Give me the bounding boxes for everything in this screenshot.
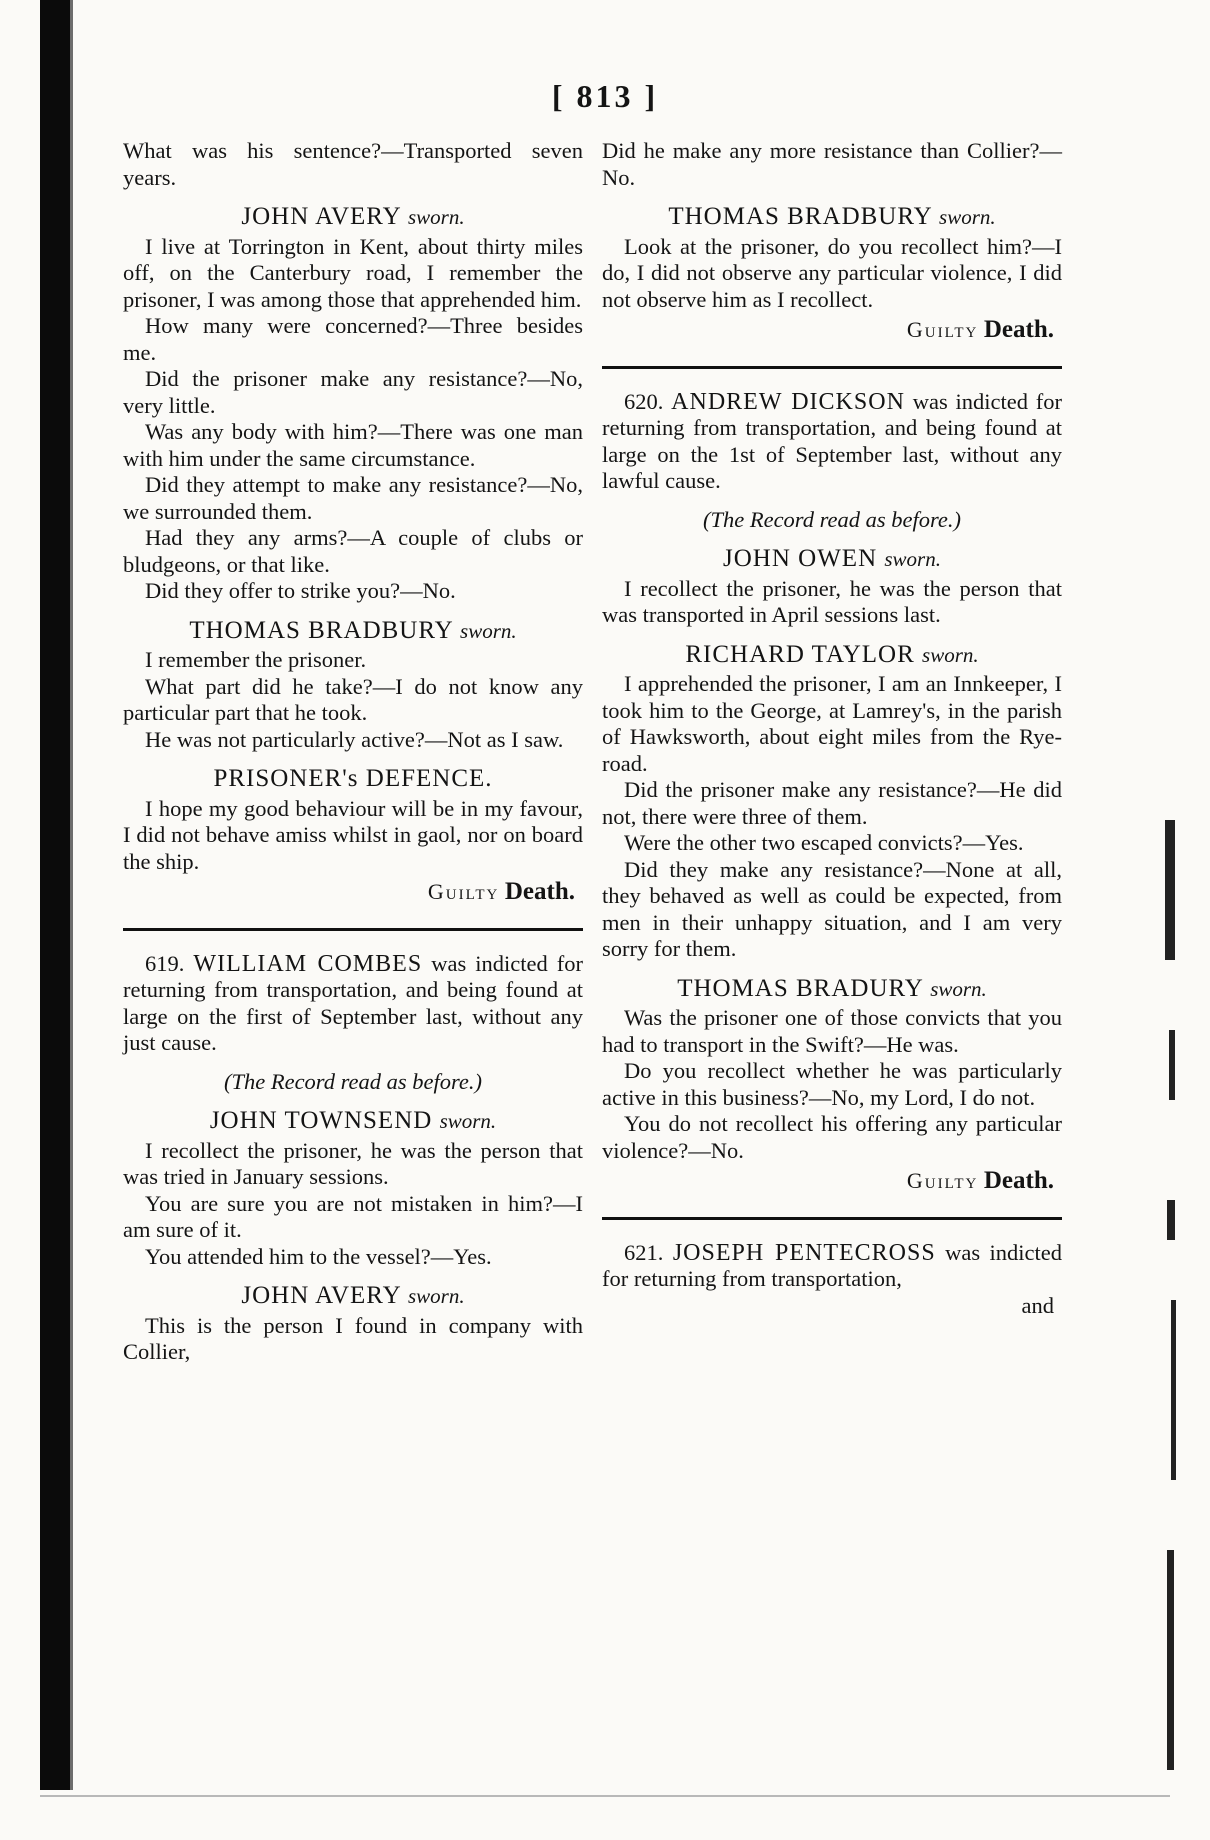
witness-name: JOHN AVERY: [241, 203, 401, 230]
defendant-name: WILLIAM COMBES: [193, 950, 423, 977]
testimony-paragraph: You attended him to the vessel?—Yes.: [145, 1243, 492, 1269]
verdict-sentence: Death.: [983, 316, 1054, 343]
left-column: [123, 138, 583, 1366]
witness-oath: sworn.: [460, 618, 517, 643]
testimony-paragraph: How many were concerned?—Three besides me.: [123, 313, 583, 365]
verdict-label: Guilty: [427, 879, 500, 904]
testimony-paragraph: Did he make any more resistance than Collier?—No.: [602, 138, 1062, 190]
witness-oath: sworn.: [439, 1109, 497, 1133]
testimony-paragraph: Did the prisoner make any resistance?—No, very little.: [123, 366, 583, 418]
case-divider: [602, 1217, 1062, 1220]
witness-heading: [123, 1108, 583, 1135]
testimony-paragraph: Had they any arms?—A couple of clubs or bludgeons, or that like.: [123, 525, 583, 577]
testimony-paragraph: I live at Torrington in Kent, about thirty miles off, on the Canterbury road, I remember the prisoner, I was among those that apprehended him.: [123, 233, 583, 312]
case-divider: [602, 366, 1062, 369]
witness-oath: sworn.: [884, 547, 941, 571]
witness-oath: sworn.: [930, 976, 987, 1001]
right-column: [602, 138, 1062, 1319]
case-number: 619.: [145, 950, 185, 976]
testimony-paragraph: I recollect the prisoner, he was the person that was transported in April sessions last.: [602, 575, 1062, 627]
testimony-paragraph: I apprehended the prisoner, I am an Innkeeper, I took him to the George, at Lamrey's, in the parish of Hawksworth, about eight miles from the Rye-road.: [602, 671, 1062, 776]
verdict-label: Guilty: [906, 317, 979, 342]
witness-heading: [602, 204, 1062, 231]
record-note: (The Record read as before.): [702, 506, 962, 532]
defendant-name: JOSEPH PENTECROSS: [672, 1239, 936, 1266]
catchword: and: [1021, 1292, 1054, 1318]
testimony-paragraph: I recollect the prisoner, he was the person that was tried in January sessions.: [123, 1137, 583, 1189]
witness-heading: [123, 1283, 583, 1310]
page-number: [ 813 ]: [551, 78, 659, 114]
witness-heading: [123, 618, 583, 645]
testimony-paragraph: Did they offer to strike you?—No.: [145, 578, 456, 603]
right-margin-bleed-marks: [1155, 300, 1185, 1780]
testimony-paragraph: I remember the prisoner.: [145, 647, 367, 672]
witness-name: JOHN TOWNSEND: [209, 1107, 433, 1134]
case-entry: [602, 1240, 1062, 1293]
testimony-paragraph: You are sure you are not mistaken in him?—I am sure of it.: [123, 1190, 583, 1242]
testimony-paragraph: Look at the prisoner, do you recollect him?—I do, I did not observe any particular violence, I did not observe him as I recollect.: [602, 233, 1062, 312]
binding-edge: [70, 0, 73, 1790]
testimony-paragraph: Was the prisoner one of those convicts that you had to transport in the Swift?—He was.: [602, 1005, 1062, 1057]
case-number: 621.: [624, 1239, 664, 1265]
testimony-paragraph: What was his sentence?—Transported seven years.: [123, 138, 583, 190]
case-entry: [602, 389, 1062, 495]
witness-name: THOMAS BRADURY: [677, 974, 923, 1002]
page-bottom-edge: [40, 1795, 1170, 1797]
testimony-paragraph: Was any body with him?—There was one man with him under the same circumstance.: [123, 419, 583, 471]
testimony-paragraph: You do not recollect his offering any particular violence?—No.: [602, 1111, 1062, 1163]
verdict-sentence: Death.: [983, 1167, 1054, 1194]
record-note: (The Record read as before.): [223, 1068, 483, 1094]
binding-spine-shadow: [40, 0, 70, 1790]
witness-name: JOHN OWEN: [723, 545, 878, 572]
testimony-paragraph: Do you recollect whether he was particularly active in this business?—No, my Lord, I do not.: [602, 1058, 1062, 1110]
verdict-line: [602, 317, 1054, 344]
verdict-label: Guilty: [906, 1168, 979, 1193]
testimony-paragraph: Did they attempt to make any resistance?—No, we surrounded them.: [123, 472, 583, 524]
witness-oath: sworn.: [407, 205, 465, 229]
witness-name: THOMAS BRADBURY: [668, 203, 932, 230]
testimony-paragraph: Were the other two escaped convicts?—Yes.: [624, 830, 1024, 855]
case-charge: was indicted for returning from transportation, and being found at large on the first of September last, without any just cause.: [123, 950, 584, 1055]
case-number: 620.: [624, 388, 664, 414]
case-entry: [123, 951, 583, 1057]
witness-name: THOMAS BRADBURY: [189, 616, 453, 644]
case-charge: was indicted for returning from transportation, and being found at large on the 1st of September last, without any lawful cause.: [602, 388, 1062, 493]
testimony-paragraph: Did they make any resistance?—None at all, they behaved as well as could be expected, from men in their unhappy situation, and I am very sorry for them.: [602, 856, 1062, 961]
witness-heading: [602, 546, 1062, 573]
witness-oath: sworn.: [922, 642, 979, 667]
witness-oath: sworn.: [939, 205, 996, 229]
verdict-line: [123, 879, 575, 906]
testimony-paragraph: What part did he take?—I do not know any particular part that he took.: [123, 673, 583, 725]
witness-heading: [602, 642, 1062, 669]
testimony-paragraph: This is the person I found in company with Collier,: [123, 1312, 583, 1364]
testimony-paragraph: Did the prisoner make any resistance?—He did not, there were three of them.: [602, 777, 1062, 829]
witness-heading: [602, 976, 1062, 1003]
verdict-line: [602, 1168, 1054, 1195]
witness-name: JOHN AVERY: [241, 1282, 401, 1309]
testimony-paragraph: He was not particularly active?—Not as I saw.: [145, 726, 564, 752]
witness-heading: [123, 204, 583, 231]
witness-name: RICHARD TAYLOR: [685, 640, 915, 668]
defendant-name: ANDREW DICKSON: [671, 388, 905, 415]
case-divider: [123, 928, 583, 931]
witness-oath: sworn.: [407, 1284, 465, 1308]
section-heading: PRISONER's DEFENCE.: [213, 765, 493, 792]
case-charge: was indicted for returning from transportation,: [602, 1239, 1063, 1291]
testimony-paragraph: I hope my good behaviour will be in my favour, I did not behave amiss whilst in gaol, nor on board the ship.: [123, 795, 583, 874]
verdict-sentence: Death.: [504, 878, 575, 905]
